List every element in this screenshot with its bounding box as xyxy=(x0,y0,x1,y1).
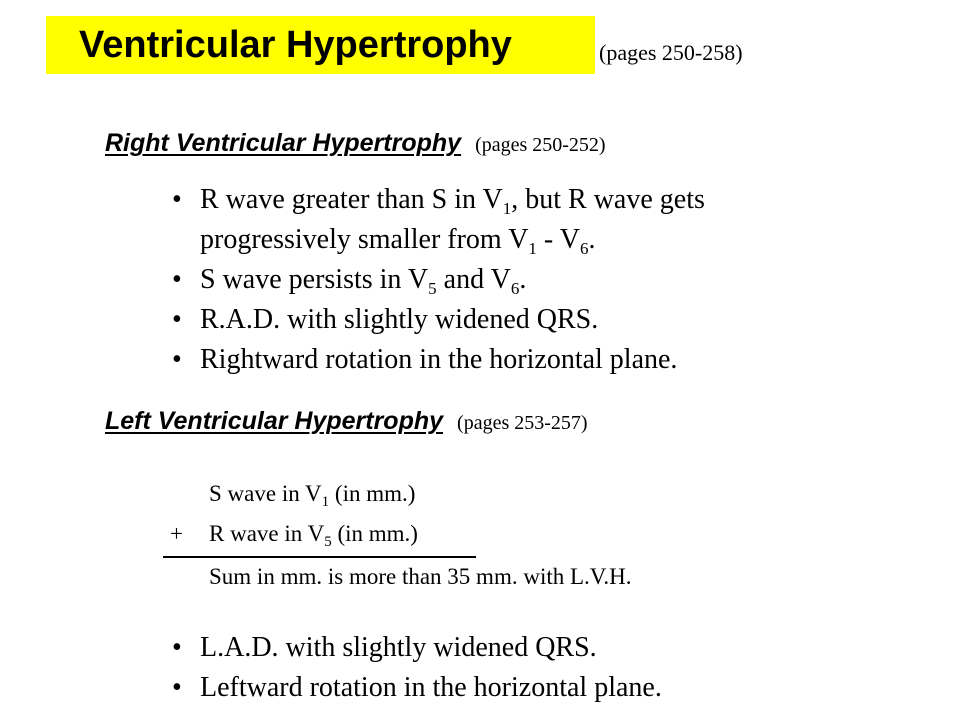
formula-text: S wave in V xyxy=(209,481,322,506)
subscript: 5 xyxy=(428,279,437,298)
subscript: 1 xyxy=(321,494,330,510)
bullet-text: . xyxy=(588,224,596,255)
rvh-criteria-list xyxy=(172,180,705,380)
list-item xyxy=(172,628,662,668)
bullet-text: L.A.D. with slightly widened QRS. xyxy=(200,632,597,663)
formula-line-2 xyxy=(209,520,418,548)
subscript: 5 xyxy=(324,534,332,550)
bullet-text: and V xyxy=(436,264,511,295)
bullet-text: - V xyxy=(536,224,580,255)
list-item xyxy=(172,340,705,380)
rvh-heading-row xyxy=(105,128,606,158)
bullet-icon: • xyxy=(172,672,182,703)
rvh-page-range: (pages 250-252) xyxy=(475,134,606,156)
page-title: Ventricular Hypertrophy xyxy=(79,24,512,66)
bullet-text: R wave greater than S in V xyxy=(200,184,503,215)
bullet-icon: • xyxy=(172,304,182,335)
subscript: 1 xyxy=(502,199,512,218)
formula-text: R wave in V xyxy=(209,521,325,546)
formula-line-1 xyxy=(209,480,415,508)
list-item xyxy=(172,300,705,340)
list-item xyxy=(172,180,705,260)
bullet-text: . xyxy=(519,264,527,295)
list-item xyxy=(172,668,662,708)
formula-text: (in mm.) xyxy=(329,481,416,506)
bullet-icon: • xyxy=(172,264,182,295)
formula-text: (in mm.) xyxy=(331,521,418,546)
bullet-text: R.A.D. with slightly widened QRS. xyxy=(200,304,599,335)
bullet-text: , but R wave gets xyxy=(511,184,705,215)
bullet-icon: • xyxy=(172,632,182,663)
bullet-text: S wave persists in V xyxy=(200,264,429,295)
list-item xyxy=(172,260,705,300)
subscript: 1 xyxy=(528,239,537,258)
bullet-icon: • xyxy=(172,344,182,375)
formula-sum: Sum in mm. is more than 35 mm. with L.V.H. xyxy=(209,564,632,589)
formula-divider xyxy=(163,556,476,558)
rvh-heading: Right Ventricular Hypertrophy xyxy=(105,129,462,157)
lvh-heading: Left Ventricular Hypertrophy xyxy=(105,407,444,435)
subscript: 6 xyxy=(510,279,520,298)
bullet-text: Rightward rotation in the horizontal plane. xyxy=(200,344,678,375)
lvh-criteria-list xyxy=(172,628,662,708)
lvh-heading-row xyxy=(105,406,588,436)
lvh-page-range: (pages 253-257) xyxy=(457,412,588,434)
formula-plus-sign: + xyxy=(170,521,183,546)
bullet-text: Leftward rotation in the horizontal plane. xyxy=(200,672,662,703)
subscript: 6 xyxy=(579,239,589,258)
bullet-icon: • xyxy=(172,184,182,215)
title-page-range: (pages 250-258) xyxy=(599,40,743,65)
bullet-text: progressively smaller from V xyxy=(200,224,529,255)
